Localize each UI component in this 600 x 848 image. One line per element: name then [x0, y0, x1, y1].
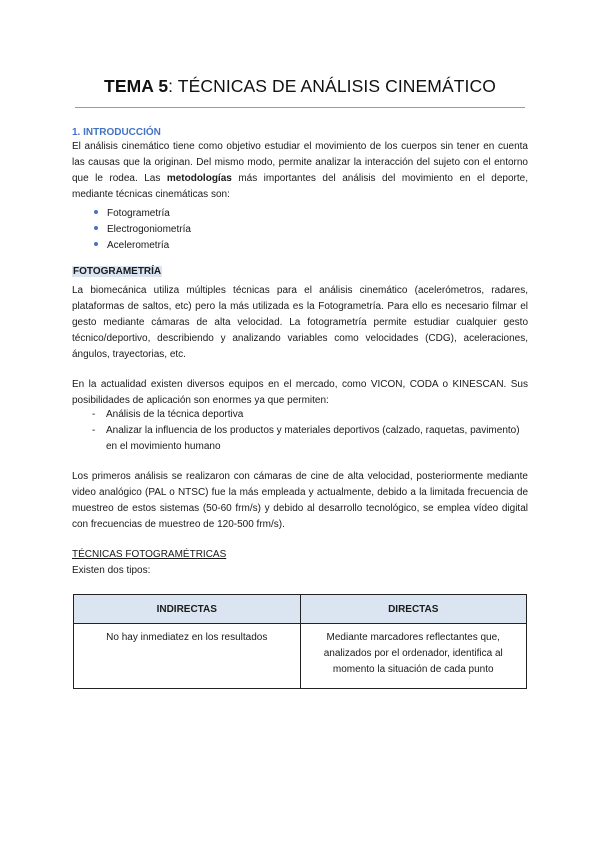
bullet-label: Fotogrametría [107, 208, 170, 219]
bullet-label: Acelerometría [107, 240, 170, 251]
bullet-dot-icon [94, 242, 98, 246]
table-cell-directas [300, 624, 527, 689]
title-divider [75, 107, 525, 108]
text-line: muestreo de estos sistemas (50-60 frm/s) y debido al desarrollo tecnológico, se emplea vídeo digital [72, 503, 528, 514]
section-heading-fotogrametria: FOTOGRAMETRÍA [73, 266, 162, 277]
table-header-row [74, 595, 527, 624]
tecnicas-intro [72, 563, 528, 579]
bullet-item [94, 238, 169, 254]
tecnicas-table [73, 594, 527, 689]
cell-text: No hay inmediatez en los resultados [106, 632, 268, 643]
cell-text: analizados por el ordenador, identifica al [323, 648, 503, 659]
title-rest: : TÉCNICAS DE ANÁLISIS CINEMÁTICO [168, 76, 496, 96]
page-title [72, 76, 528, 97]
text-line: Existen dos tipos: [72, 565, 151, 576]
bullet-dot-icon [94, 226, 98, 230]
dash-marker: - [92, 409, 96, 420]
text-line: ángulos, trayectorias, etc. [72, 349, 186, 360]
title-bold: TEMA 5 [104, 76, 169, 96]
text-line: La biomecánica utiliza múltiples técnicas para el análisis cinemático (acelerómetros, radares, [72, 285, 528, 296]
bullet-item [94, 206, 170, 222]
intro-paragraph [72, 139, 528, 203]
text-line: gesto mediante cámaras de alta velocidad. La fotogrametría permite estudiar cualquier gesto [72, 317, 528, 328]
table-header-directas: DIRECTAS [300, 595, 527, 624]
fotogrametria-paragraph-1 [72, 283, 528, 363]
table-row [74, 624, 527, 689]
dash-list-item [92, 423, 520, 455]
bullet-dot-icon [94, 210, 98, 214]
text-run: que le rodea. Las [72, 173, 167, 184]
fotogrametria-paragraph-3 [72, 469, 528, 533]
text-line: En la actualidad existen diversos equipos en el mercado, como VICON, CODA o KINESCAN. Sus [72, 379, 528, 390]
table-header-indirectas: INDIRECTAS [74, 595, 301, 624]
text-line: video analógico (PAL o NTSC) fue la más empleada y actualmente, debido a la limitada frecuencia de [72, 487, 528, 498]
text-line: plataformas de saltos, etc) pero la más utilizada es la Fotogrametría. Para ello es necesario filmar el [72, 301, 528, 312]
text-run: más importantes del análisis del movimiento en el deporte, [231, 173, 528, 184]
dash-text: Análisis de la técnica deportiva [106, 409, 244, 420]
text-line: técnico/deportivo, describiendo y analizando variables como velocidades (CDG), aceleraciones, [72, 333, 528, 344]
bullet-label: Electrogoniometría [107, 224, 191, 235]
section-heading-introduccion: 1. INTRODUCCIÓN [72, 127, 161, 138]
text-line: las causas que la originan. Del mismo modo, permite analizar la interacción del sujeto con el entorno [72, 157, 528, 168]
dash-text: en el movimiento humano [106, 441, 221, 452]
text-line: mediante técnicas cinemáticas son: [72, 189, 230, 200]
bullet-item [94, 222, 191, 238]
text-line: con frecuencias de muestreo de 120-500 frm/s). [72, 519, 285, 530]
section-heading-tecnicas: TÉCNICAS FOTOGRAMÉTRICAS [72, 549, 227, 560]
dash-text: Analizar la influencia de los productos y materiales deportivos (calzado, raquetas, pavimento) [106, 425, 520, 436]
dash-marker: - [92, 425, 96, 436]
emphasis-metodologias: metodologías [166, 173, 232, 184]
text-line [72, 171, 528, 187]
text-line: posibilidades de aplicación son enormes ya que permiten: [72, 395, 329, 406]
text-line: Los primeros análisis se realizaron con cámaras de cine de alta velocidad, posteriormente mediante [72, 471, 528, 482]
text-line: El análisis cinemático tiene como objetivo estudiar el movimiento de los cuerpos sin tener en cuenta [72, 141, 528, 152]
cell-text: Mediante marcadores reflectantes que, [326, 632, 500, 643]
fotogrametria-paragraph-2 [72, 377, 528, 409]
cell-text: momento la situación de cada punto [332, 664, 494, 675]
table-cell-indirectas [74, 624, 301, 689]
dash-list-item [92, 407, 243, 423]
